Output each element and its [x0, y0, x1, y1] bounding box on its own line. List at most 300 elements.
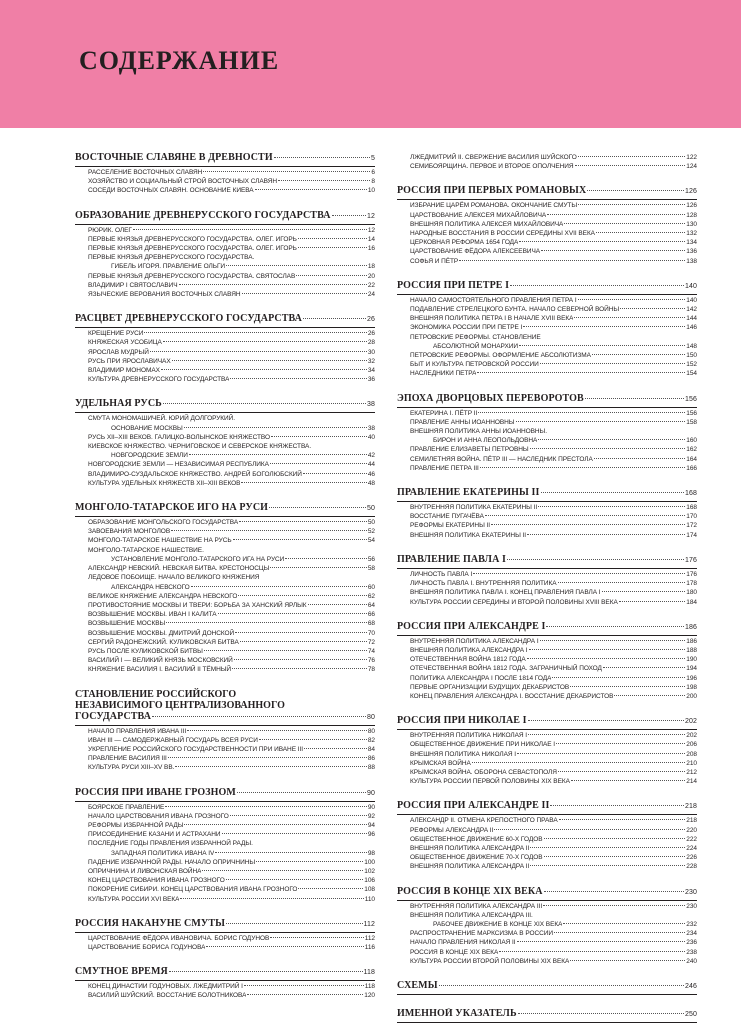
- toc-entry[interactable]: [75, 168, 375, 177]
- toc-entry[interactable]: [397, 369, 697, 378]
- toc-entry[interactable]: [75, 867, 375, 876]
- toc-entry-page: 72: [367, 638, 375, 646]
- toc-entry-text: НАЧАЛО САМОСТОЯТЕЛЬНОГО ПРАВЛЕНИЯ ПЕТРА I: [410, 296, 577, 304]
- dot-leader: [519, 241, 685, 242]
- toc-entry[interactable]: [75, 527, 375, 536]
- toc-entry[interactable]: [397, 853, 697, 862]
- dot-leader: [544, 891, 684, 892]
- dot-leader: [530, 865, 685, 866]
- toc-entry-text: ЛИЧНОСТЬ ПАВЛА I. ВНУТРЕННЯЯ ПОЛИТИКА: [410, 580, 557, 588]
- toc-entry[interactable]: [75, 329, 375, 338]
- toc-entry-page: 34: [367, 367, 375, 375]
- section-items: [397, 901, 697, 966]
- toc-entry[interactable]: [75, 186, 375, 195]
- dot-leader: [171, 530, 367, 531]
- section-items: [397, 815, 697, 871]
- dot-leader: [529, 649, 686, 650]
- dot-leader: [516, 421, 686, 422]
- toc-entry[interactable]: [75, 564, 375, 573]
- toc-entry-cont[interactable]: [75, 424, 375, 433]
- toc-entry-page: 92: [367, 812, 375, 820]
- toc-entry[interactable]: [397, 455, 697, 464]
- toc-entry-cont[interactable]: [75, 583, 375, 592]
- toc-entry[interactable]: [75, 895, 375, 904]
- section-heading-text: ПРАВЛЕНИЕ ЕКАТЕРИНЫ II: [397, 487, 540, 499]
- dot-leader: [304, 748, 367, 749]
- toc-entry[interactable]: [397, 683, 697, 692]
- section-heading-page: 112: [363, 920, 375, 928]
- toc-entry[interactable]: [75, 812, 375, 821]
- toc-entry-text: ПРАВЛЕНИЕ АННЫ ИОАННОВНЫ: [410, 418, 515, 426]
- toc-entry-page: 8: [371, 178, 375, 186]
- toc-entry[interactable]: [75, 442, 375, 451]
- toc-entry[interactable]: [397, 731, 697, 740]
- toc-entry[interactable]: [75, 281, 375, 290]
- toc-entry-page: 228: [686, 863, 697, 871]
- section-heading-page: 90: [367, 789, 375, 797]
- toc-entry[interactable]: [397, 512, 697, 521]
- section-heading[interactable]: [75, 398, 375, 411]
- section-heading[interactable]: [75, 689, 375, 700]
- toc-entry[interactable]: [397, 948, 697, 957]
- toc-entry[interactable]: [397, 229, 697, 238]
- toc-entry[interactable]: [397, 957, 697, 966]
- section-heading[interactable]: [397, 554, 697, 567]
- dot-leader: [152, 716, 366, 717]
- toc-entry-cont[interactable]: [75, 555, 375, 564]
- toc-entry-text: ЯЗЫЧЕСКИЕ ВЕРОВАНИЯ ВОСТОЧНЫХ СЛАВЯН: [88, 291, 241, 299]
- toc-entry[interactable]: [397, 938, 697, 947]
- toc-entry-text: ВОЗВЫШЕНИЕ МОСКВЫ: [88, 620, 166, 628]
- dot-leader: [226, 923, 363, 924]
- toc-entry-text: СЕРГИЙ РАДОНЕЖСКИЙ. КУЛИКОВСКАЯ БИТВА: [88, 638, 239, 646]
- section-items: [75, 328, 375, 384]
- toc-entry[interactable]: [75, 375, 375, 384]
- section-items: [75, 726, 375, 773]
- toc-entry[interactable]: [397, 637, 697, 646]
- toc-entry-page: 36: [367, 376, 375, 384]
- toc-entry-text: ПРАВЛЕНИЕ ЕЛИЗАВЕТЫ ПЕТРОВНЫ: [410, 446, 529, 454]
- toc-entry-page: 220: [686, 826, 697, 834]
- toc-entry-page: 214: [686, 778, 697, 786]
- toc-entry-text: ЯРОСЛАВ МУДРЫЙ: [88, 348, 149, 356]
- toc-entry[interactable]: [75, 736, 375, 745]
- toc-entry-text: ЛИЧНОСТЬ ПАВЛА I: [410, 570, 473, 578]
- toc-entry-text: ПРИСОЕДИНЕНИЕ КАЗАНИ И АСТРАХАНИ: [88, 831, 221, 839]
- toc-entry[interactable]: [397, 360, 697, 369]
- toc-entry[interactable]: [397, 844, 697, 853]
- toc-entry-text: ПОСЛЕДНИЕ ГОДЫ ПРАВЛЕНИЯ ИЗБРАННОЙ РАДЫ.: [88, 840, 253, 848]
- toc-entry[interactable]: [397, 238, 697, 247]
- toc-entry-text: ПЕТРОВСКИЕ РЕФОРМЫ. СТАНОВЛЕНИЕ: [410, 333, 541, 341]
- dot-leader: [240, 641, 367, 642]
- dot-leader: [215, 852, 367, 853]
- toc-entry[interactable]: [397, 305, 697, 314]
- dot-leader: [165, 806, 367, 807]
- toc-entry-text: ПОЛИТИКА АЛЕКСАНДРА I ПОСЛЕ 1814 ГОДА: [410, 674, 552, 682]
- toc-entry-page: 226: [686, 854, 697, 862]
- section-heading-page: 176: [685, 556, 697, 564]
- toc-entry-text: ИЗБРАНИЕ ЦАРЁМ РОМАНОВА. ОКОНЧАНИЕ СМУТЫ: [410, 202, 578, 210]
- toc-entry[interactable]: [397, 220, 697, 229]
- toc-entry[interactable]: [75, 665, 375, 674]
- toc-entry-page: 126: [686, 202, 697, 210]
- toc-entry[interactable]: [75, 885, 375, 894]
- toc-entry[interactable]: [397, 588, 697, 597]
- toc-entry-text: КОНЕЦ ДИНАСТИИ ГОДУНОВЫХ. ЛЖЕДМИТРИЙ I: [88, 983, 243, 991]
- section-heading-text: РОССИЯ ПРИ АЛЕКСАНДРЕ II: [397, 800, 550, 812]
- toc-entry[interactable]: [75, 610, 375, 619]
- toc-entry-text: ВЛАДИМИР МОНОМАХ: [88, 367, 160, 375]
- toc-entry[interactable]: [75, 272, 375, 281]
- toc-entry-text: ПРАВЛЕНИЕ ВАСИЛИЯ III: [88, 755, 167, 763]
- toc-entry-page: 156: [686, 409, 697, 417]
- toc-entry[interactable]: [75, 479, 375, 488]
- toc-entry[interactable]: [75, 745, 375, 754]
- section-heading-text: РОССИЯ ПРИ НИКОЛАЕ I: [397, 715, 527, 727]
- section-heading[interactable]: [397, 886, 697, 899]
- toc-entry[interactable]: [397, 911, 697, 920]
- toc-entry-page: 154: [686, 370, 697, 378]
- toc-entry-page: 14: [367, 235, 375, 243]
- toc-entry[interactable]: [75, 830, 375, 839]
- dot-leader: [518, 1013, 684, 1014]
- toc-entry[interactable]: [75, 943, 375, 952]
- toc-entry-text: КУЛЬТУРА УДЕЛЬНЫХ КНЯЖЕСТВ XII–XIII ВЕКОВ: [88, 479, 241, 487]
- section-heading[interactable]: [75, 787, 375, 800]
- section-heading[interactable]: [397, 185, 697, 198]
- section-heading[interactable]: [75, 918, 375, 931]
- toc-entry-page: 200: [686, 692, 697, 700]
- toc-entry-page: 150: [686, 352, 697, 360]
- toc-entry-text: ОТЕЧЕСТВЕННАЯ ВОЙНА 1812 ГОДА: [410, 656, 526, 664]
- toc-entry[interactable]: [75, 876, 375, 885]
- toc-entry[interactable]: [397, 646, 697, 655]
- toc-entry-text: ПЕРВЫЕ КНЯЗЬЯ ДРЕВНЕРУССКОГО ГОСУДАРСТВА.: [88, 254, 255, 262]
- toc-entry-page: 210: [686, 759, 697, 767]
- toc-entry[interactable]: [75, 982, 375, 991]
- toc-section: [397, 554, 697, 607]
- toc-entry[interactable]: [397, 464, 697, 473]
- toc-entry-text: НАРОДНЫЕ ВОССТАНИЯ В РОССИИ СЕРЕДИНЫ XVII ВЕКА: [410, 230, 595, 238]
- toc-entry[interactable]: [75, 338, 375, 347]
- toc-entry[interactable]: [75, 460, 375, 469]
- toc-entry[interactable]: [397, 570, 697, 579]
- dot-leader: [256, 861, 363, 862]
- toc-entry-text: ОПРИЧНИНА И ЛИВОНСКАЯ ВОЙНА: [88, 867, 202, 875]
- toc-entry[interactable]: [75, 573, 375, 582]
- toc-section: [75, 502, 375, 674]
- toc-entry-cont[interactable]: [75, 262, 375, 271]
- dot-leader: [556, 743, 685, 744]
- section-heading[interactable]: [397, 393, 697, 406]
- toc-entry[interactable]: [75, 839, 375, 848]
- section-heading[interactable]: [75, 502, 375, 515]
- dot-leader: [237, 792, 366, 793]
- toc-entry-text: ПЕРВЫЕ КНЯЗЬЯ ДРЕВНЕРУССКОГО ГОСУДАРСТВА. ОЛЕГ. ИГОРЬ: [88, 235, 297, 243]
- toc-entry[interactable]: [75, 470, 375, 479]
- dot-leader: [239, 521, 367, 522]
- section-heading[interactable]: [397, 487, 697, 500]
- toc-entry-text: ВНУТРЕННЯЯ ПОЛИТИКА ЕКАТЕРИНЫ II: [410, 504, 538, 512]
- section-heading-text: УДЕЛЬНАЯ РУСЬ: [75, 398, 162, 410]
- toc-entry[interactable]: [397, 503, 697, 512]
- toc-entry[interactable]: [75, 656, 375, 665]
- dot-leader: [278, 180, 370, 181]
- section-items: [397, 569, 697, 607]
- toc-entry-page: 108: [364, 886, 375, 894]
- toc-section: [397, 886, 697, 966]
- toc-entry-cont-page: 160: [686, 437, 697, 445]
- toc-entry-page: 122: [686, 154, 697, 161]
- toc-entry-page: 52: [367, 528, 375, 536]
- toc-entry[interactable]: [397, 418, 697, 427]
- toc-entry-text: ВНЕШНЯЯ ПОЛИТИКА АННЫ ИОАННОВНЫ.: [410, 428, 548, 436]
- toc-entry[interactable]: [397, 201, 697, 210]
- dot-leader: [510, 285, 684, 286]
- toc-entry[interactable]: [397, 655, 697, 664]
- toc-entry[interactable]: [75, 366, 375, 375]
- toc-entry[interactable]: [397, 826, 697, 835]
- toc-entry-text: ЦАРСТВОВАНИЕ ФЁДОРА ИВАНОВИЧА. БОРИС ГОДУНОВ: [88, 934, 270, 942]
- dot-leader: [166, 622, 367, 623]
- toc-section: [397, 621, 697, 701]
- toc-entry-page: 240: [686, 957, 697, 965]
- toc-entry[interactable]: [397, 153, 697, 162]
- toc-entry-text: БОЯРСКОЕ ПРАВЛЕНИЕ: [88, 803, 165, 811]
- dot-leader: [491, 524, 685, 525]
- section-items: [397, 995, 697, 996]
- section-heading[interactable]: [75, 210, 375, 223]
- toc-entry[interactable]: [397, 247, 697, 256]
- dot-leader: [485, 515, 685, 516]
- toc-entry-text: ПЕРВЫЕ ОРГАНИЗАЦИИ БУДУЩИХ ДЕКАБРИСТОВ: [410, 683, 570, 691]
- toc-entry-cont[interactable]: [75, 849, 375, 858]
- toc-entry[interactable]: [397, 598, 697, 607]
- section-heading[interactable]: [397, 621, 697, 634]
- toc-entry-text: МОНГОЛО-ТАТАРСКОЕ НАШЕСТВИЕ НА РУСЬ: [88, 537, 232, 545]
- toc-entry[interactable]: [75, 592, 375, 601]
- toc-entry[interactable]: [397, 351, 697, 360]
- toc-entry[interactable]: [397, 692, 697, 701]
- toc-entry[interactable]: [75, 934, 375, 943]
- dot-leader: [544, 856, 686, 857]
- toc-entry-text: ЛЕДОВОЕ ПОБОИЩЕ. НАЧАЛО ВЕЛИКОГО КНЯЖЕНИЯ: [88, 574, 260, 582]
- section-heading-page: 80: [367, 713, 375, 721]
- toc-entry[interactable]: [75, 727, 375, 736]
- toc-entry[interactable]: [397, 409, 697, 418]
- section-heading[interactable]: [397, 980, 697, 993]
- section-items: [397, 502, 697, 540]
- toc-entry-page: 180: [686, 589, 697, 597]
- toc-entry-cont[interactable]: [75, 451, 375, 460]
- toc-entry[interactable]: [397, 257, 697, 266]
- toc-entry-page: 46: [367, 470, 375, 478]
- toc-entry-text: ВАСИЛИЙ ШУЙСКИЙ. ВОССТАНИЕ БОЛОТНИКОВА: [88, 992, 247, 1000]
- toc-entry[interactable]: [397, 323, 697, 332]
- toc-entry[interactable]: [75, 357, 375, 366]
- toc-entry-cont-page: 42: [367, 452, 375, 460]
- toc-entry[interactable]: [397, 902, 697, 911]
- toc-entry-page: 90: [367, 803, 375, 811]
- toc-entry-text: РЕФОРМЫ АЛЕКСАНДРА II: [410, 826, 494, 834]
- toc-entry-cont[interactable]: [397, 342, 697, 351]
- toc-entry[interactable]: [75, 433, 375, 442]
- section-heading[interactable]: [75, 711, 375, 724]
- toc-entry[interactable]: [397, 777, 697, 786]
- toc-entry[interactable]: [397, 768, 697, 777]
- toc-entry-page: 238: [686, 948, 697, 956]
- dot-leader: [163, 403, 366, 404]
- toc-section: [75, 152, 375, 196]
- toc-entry[interactable]: [75, 536, 375, 545]
- toc-entry-text: ВНУТРЕННЯЯ ПОЛИТИКА АЛЕКСАНДРА III: [410, 902, 543, 910]
- section-heading-page: 218: [685, 803, 697, 811]
- toc-entry[interactable]: [75, 619, 375, 628]
- toc-entry[interactable]: [75, 601, 375, 610]
- toc-entry-page: 230: [686, 902, 697, 910]
- section-heading[interactable]: [397, 800, 697, 813]
- toc-entry[interactable]: [397, 427, 697, 436]
- toc-entry[interactable]: [397, 740, 697, 749]
- toc-entry-page: 198: [686, 683, 697, 691]
- toc-entry[interactable]: [75, 290, 375, 299]
- toc-entry-text: ОБЩЕСТВЕННОЕ ДВИЖЕНИЕ 70-Х ГОДОВ: [410, 854, 543, 862]
- toc-entry-text: ВЛАДИМИР I СВЯТОСЛАВИЧ: [88, 281, 178, 289]
- dot-leader: [230, 378, 366, 379]
- toc-entry[interactable]: [397, 445, 697, 454]
- toc-entry-text: КРЕЩЕНИЕ РУСИ: [88, 330, 144, 338]
- toc-entry-page: 66: [367, 611, 375, 619]
- toc-entry[interactable]: [75, 754, 375, 763]
- toc-entry-page: 142: [686, 306, 697, 314]
- toc-entry[interactable]: [75, 244, 375, 253]
- section-heading[interactable]: [75, 700, 375, 711]
- toc-entry[interactable]: [397, 862, 697, 871]
- toc-entry[interactable]: [75, 348, 375, 357]
- toc-entry-page: 26: [367, 330, 375, 338]
- section-heading-text: ОБРАЗОВАНИЕ ДРЕВНЕРУССКОГО ГОСУДАРСТВА: [75, 209, 331, 221]
- dot-leader: [596, 232, 685, 233]
- toc-entry[interactable]: [75, 763, 375, 772]
- toc-entry[interactable]: [397, 314, 697, 323]
- toc-entry-text: ЦАРСТВОВАНИЕ ФЁДОРА АЛЕКСЕЕВИЧА: [410, 248, 541, 256]
- dot-leader: [168, 757, 367, 758]
- toc-entry-page: 168: [686, 504, 697, 512]
- toc-entry-page: 134: [686, 239, 697, 247]
- toc-entry[interactable]: [397, 333, 697, 342]
- toc-entry-text: БЫТ И КУЛЬТУРА ПЕТРОВСКОЙ РОССИИ: [410, 361, 539, 369]
- toc-entry-cont-text: УСТАНОВЛЕНИЕ МОНГОЛО-ТАТАРСКОГО ИГА НА РУСИ: [111, 555, 285, 563]
- toc-entry-cont[interactable]: [397, 920, 697, 929]
- toc-entry-page: 170: [686, 513, 697, 521]
- dot-leader: [247, 994, 363, 995]
- toc-entry[interactable]: [397, 211, 697, 220]
- toc-entry[interactable]: [397, 835, 697, 844]
- dot-leader: [232, 668, 367, 669]
- toc-entry[interactable]: [75, 638, 375, 647]
- section-heading[interactable]: [397, 280, 697, 293]
- toc-entry-page: 110: [364, 895, 375, 903]
- toc-entry[interactable]: [397, 664, 697, 673]
- toc-entry[interactable]: [75, 235, 375, 244]
- toc-entry-page: 48: [367, 479, 375, 487]
- toc-entry[interactable]: [397, 929, 697, 938]
- toc-entry-page: 20: [367, 272, 375, 280]
- toc-entry-text: ВНЕШНЯЯ ПОЛИТИКА ЕКАТЕРИНЫ II: [410, 531, 527, 539]
- toc-entry-page: 102: [364, 867, 375, 875]
- dot-leader: [558, 771, 685, 772]
- toc-entry[interactable]: [75, 253, 375, 262]
- dot-leader: [552, 677, 685, 678]
- dot-leader: [538, 439, 685, 440]
- toc-entry[interactable]: [75, 414, 375, 423]
- dot-leader: [528, 720, 684, 721]
- toc-entry[interactable]: [397, 531, 697, 540]
- toc-entry[interactable]: [397, 750, 697, 759]
- dot-leader: [564, 223, 685, 224]
- toc-entry[interactable]: [75, 858, 375, 867]
- dot-leader: [574, 317, 685, 318]
- toc-entry-text: ВНЕШНЯЯ ПОЛИТИКА АЛЕКСАНДРА I: [410, 646, 528, 654]
- toc-entry[interactable]: [75, 647, 375, 656]
- toc-entry[interactable]: [397, 521, 697, 530]
- toc-entry-text: НАСЛЕДНИКИ ПЕТРА: [410, 370, 477, 378]
- toc-entry-text: ВОЗВЫШЕНИЕ МОСКВЫ. ДМИТРИЙ ДОНСКОЙ: [88, 629, 235, 637]
- toc-entry-text: КУЛЬТУРА РУСИ XIII–XV ВВ.: [88, 764, 175, 772]
- toc-entry-text: ВНЕШНЯЯ ПОЛИТИКА АЛЕКСЕЯ МИХАЙЛОВИЧА: [410, 220, 564, 228]
- section-heading[interactable]: [75, 313, 375, 326]
- toc-entry-page: 152: [686, 361, 697, 369]
- toc-section: [397, 487, 697, 540]
- section-items: [397, 636, 697, 701]
- dot-leader: [233, 539, 367, 540]
- dot-leader: [554, 932, 685, 933]
- toc-entry[interactable]: [397, 816, 697, 825]
- toc-entry[interactable]: [75, 226, 375, 235]
- toc-entry[interactable]: [75, 546, 375, 555]
- toc-entry[interactable]: [397, 674, 697, 683]
- toc-entry-page: 88: [367, 764, 375, 772]
- dot-leader: [175, 766, 366, 767]
- toc-entry[interactable]: [397, 296, 697, 305]
- section-heading[interactable]: [397, 715, 697, 728]
- dot-leader: [298, 247, 367, 248]
- toc-entry-cont[interactable]: [397, 436, 697, 445]
- dot-leader: [303, 318, 366, 319]
- toc-entry[interactable]: [397, 579, 697, 588]
- section-heading[interactable]: [397, 1008, 697, 1021]
- toc-entry[interactable]: [75, 629, 375, 638]
- toc-entry[interactable]: [75, 991, 375, 1000]
- section-heading-page: 50: [367, 505, 375, 513]
- toc-entry[interactable]: [75, 821, 375, 830]
- section-heading[interactable]: [75, 152, 375, 165]
- section-heading[interactable]: [75, 966, 375, 979]
- toc-entry-text: НАЧАЛО ПРАВЛЕНИЯ НИКОЛАЯ II: [410, 939, 516, 947]
- toc-entry[interactable]: [75, 177, 375, 186]
- dot-leader: [296, 275, 367, 276]
- section-heading-text: ЭПОХА ДВОРЦОВЫХ ПЕРЕВОРОТОВ: [397, 392, 584, 404]
- toc-entry[interactable]: [75, 803, 375, 812]
- toc-entry-cont-page: 56: [367, 555, 375, 563]
- toc-entry[interactable]: [397, 759, 697, 768]
- toc-entry[interactable]: [397, 162, 697, 171]
- toc-entry-text: РОССИЯ В КОНЦЕ XIX ВЕКА: [410, 948, 499, 956]
- toc-entry-page: 58: [367, 565, 375, 573]
- toc-entry-page: 178: [686, 580, 697, 588]
- toc-entry[interactable]: [75, 518, 375, 527]
